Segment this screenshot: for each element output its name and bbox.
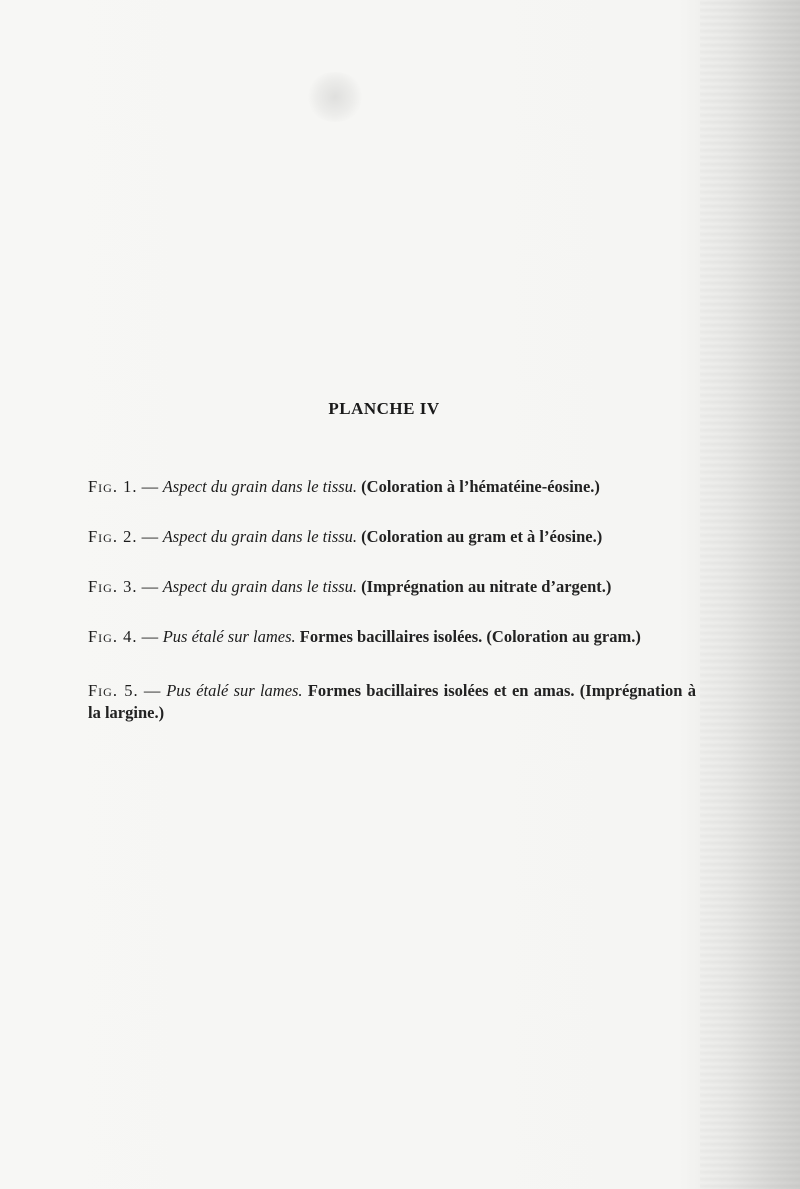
figure-label: Fig. 4. — [88, 627, 138, 646]
caption-dash: — — [141, 477, 159, 496]
paper-stain — [305, 72, 365, 122]
caption-italic: Aspect du grain dans le tissu. — [162, 527, 358, 546]
figure-label: Fig. 3. — [88, 577, 138, 596]
caption-italic: Aspect du grain dans le tissu. — [162, 477, 358, 496]
figure-caption-3 — [88, 576, 696, 598]
figure-label: Fig. 2. — [88, 527, 138, 546]
caption-text: Formes bacillaires isolées. (Coloration au gram.) — [299, 627, 641, 646]
caption-dash: — — [141, 527, 159, 546]
caption-text: Formes bacillaires isolées et en amas. (Imprégnation à la largine.) — [88, 681, 696, 722]
figure-caption-1 — [88, 476, 696, 498]
figure-caption-4 — [88, 626, 696, 648]
page-edge-shadow — [700, 0, 800, 1189]
caption-italic: Pus étalé sur lames. — [166, 681, 303, 700]
figure-caption-5 — [88, 680, 696, 724]
figure-label: Fig. 5. — [88, 681, 139, 700]
caption-italic: Pus étalé sur lames. — [162, 627, 296, 646]
plate-title: PLANCHE IV — [328, 399, 440, 418]
caption-italic: Aspect du grain dans le tissu. — [162, 577, 358, 596]
caption-dash: — — [141, 577, 159, 596]
figure-label: Fig. 1. — [88, 477, 138, 496]
caption-text: (Imprégnation au nitrate d’argent.) — [361, 577, 612, 596]
figure-caption-2 — [88, 526, 696, 548]
caption-text: (Coloration à l’hématéine-éosine.) — [361, 477, 600, 496]
caption-dash: — — [141, 627, 159, 646]
caption-dash: — — [143, 681, 161, 700]
caption-text: (Coloration au gram et à l’éosine.) — [361, 527, 603, 546]
